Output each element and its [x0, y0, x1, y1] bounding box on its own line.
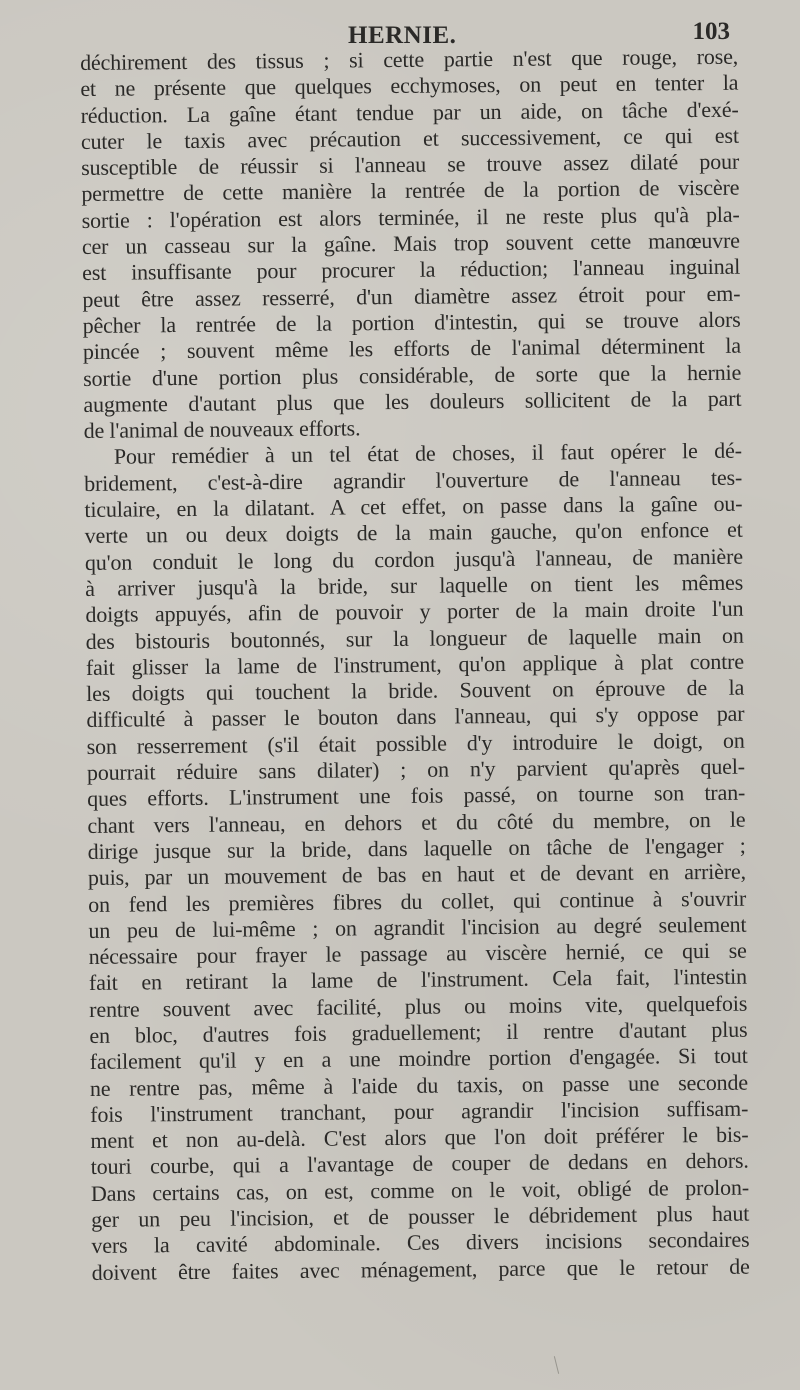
text-line: touri courbe, qui a l'avantage de couper de dedans en dehors. [90, 1148, 749, 1180]
text-line: rentre souvent avec facilité, plus ou moins vite, quelquefois [89, 990, 748, 1022]
text-line: et ne présente que quelques ecchymoses, on peut en tenter la [80, 69, 739, 102]
text-line: Dans certains cas, on est, comme on le voit, obligé de prolon- [90, 1174, 750, 1206]
body-text [80, 44, 750, 1286]
text-line: ne rentre pas, même à l'aide du taxis, on passe une seconde [89, 1069, 749, 1101]
text-line: ques efforts. L'instrument une fois passé, on tourne son tran- [87, 779, 746, 812]
text-line: augmente d'autant plus que les douleurs sollicitent de la part [83, 385, 742, 417]
paper-mark [554, 1356, 559, 1374]
text-line: sortie d'une portion plus considérable, de sorte que la hernie [83, 359, 742, 391]
text-line: fois l'instrument tranchant, pour agrandir l'incision suffisam- [90, 1095, 749, 1127]
text-line: difficulté à passer le bouton dans l'anneau, qui s'y oppose par [86, 701, 745, 733]
text-line: cuter le taxis avec précaution et successivement, ce qui est [80, 122, 739, 154]
text-line: un peu de lui-même ; on agrandit l'incision au degré seulement [88, 911, 747, 943]
text-line: qu'on conduit le long du cordon jusqu'à l'anneau, de manière [84, 543, 744, 575]
text-line: cer un casseau sur la gaîne. Mais trop souvent cette manœuvre [81, 227, 740, 260]
text-line: doigts appuyés, afin de pouvoir y porter de la main droite l'un [85, 595, 744, 628]
text-line: ment et non au-delà. C'est alors que l'on doit préférer le bis- [90, 1121, 749, 1154]
text-line: susceptible de réussir si l'anneau se trouve assez dilaté pour [81, 148, 740, 181]
page-title: HERNIE. [348, 22, 457, 49]
text-line: des bistouris boutonnés, sur la longueur de laquelle main on [85, 622, 744, 654]
text-line: ticulaire, en la dilatant. A cet effet, on passe dans la gaîne ou- [84, 490, 743, 523]
text-line: facilement qu'il y en a une moindre portion d'engagée. Si tout [89, 1042, 748, 1075]
text-line: vers la cavité abdominale. Ces divers incisions secondaires [91, 1226, 750, 1259]
text-line: chant vers l'anneau, en dehors et du côté du membre, on le [87, 806, 746, 838]
text-line: ger un peu l'incision, et de pousser le débridement plus haut [91, 1200, 750, 1233]
text-line: fait glisser la lame de l'instrument, qu'on applique à plat contre [85, 648, 745, 680]
text-line: permettre de cette manière la rentrée de la portion de viscère [81, 175, 740, 207]
text-line: verte un ou deux doigts de la main gauche, qu'on enfonce et [84, 517, 743, 549]
paragraph-end-line: de l'animal de nouveaux efforts. [83, 415, 361, 444]
text-line: réduction. La gaîne étant tendue par un aide, on tâche d'exé- [80, 96, 739, 128]
text-line: son resserrement (s'il était possible d'y introduire le doigt, on [86, 727, 745, 759]
text-line: dirige jusque sur la bride, dans laquelle on tâche de l'engager ; [87, 832, 746, 864]
paragraph-start-line: Pour remédier à un tel état de choses, il faut opérer le dé- [113, 438, 742, 470]
text-line: peut être assez resserré, d'un diamètre assez étroit pour em- [82, 280, 741, 312]
text-line: en bloc, d'autres fois graduellement; il rentre d'autant plus [89, 1016, 748, 1048]
text-line: pourrait réduire sans dilater) ; on n'y parvient qu'après quel- [86, 753, 746, 785]
text-line: est insuffisante pour procurer la réduction; l'anneau inguinal [82, 254, 741, 286]
text-line: à arriver jusqu'à la bride, sur laquelle on tient les mêmes [85, 569, 744, 601]
text-line: fait en retirant la lame de l'instrument. Cela fait, l'intestin [88, 964, 748, 996]
text-line: les doigts qui touchent la bride. Souvent on éprouve de la [86, 674, 745, 707]
text-line: doivent être faites avec ménagement, parce que le retour de [91, 1253, 750, 1285]
text-line: on fend les premières fibres du collet, qui continue à s'ouvrir [88, 885, 747, 917]
page-number: 103 [692, 18, 730, 45]
text-line: bridement, c'est-à-dire agrandir l'ouverture de l'anneau tes- [84, 464, 743, 496]
text-line: pincée ; souvent même les efforts de l'animal déterminent la [82, 332, 741, 365]
text-line: pêcher la rentrée de la portion d'intestin, qui se trouve alors [82, 306, 741, 338]
text-line: puis, par un mouvement de bas en haut et de devant en arrière, [87, 858, 747, 891]
text-line: déchirement des tissus ; si cette partie n'est que rouge, rose, [80, 43, 739, 75]
text-line: sortie : l'opération est alors terminée, il ne reste plus qu'à pla- [81, 201, 740, 233]
text-line: nécessaire pour frayer le passage au viscère hernié, ce qui se [88, 937, 747, 970]
